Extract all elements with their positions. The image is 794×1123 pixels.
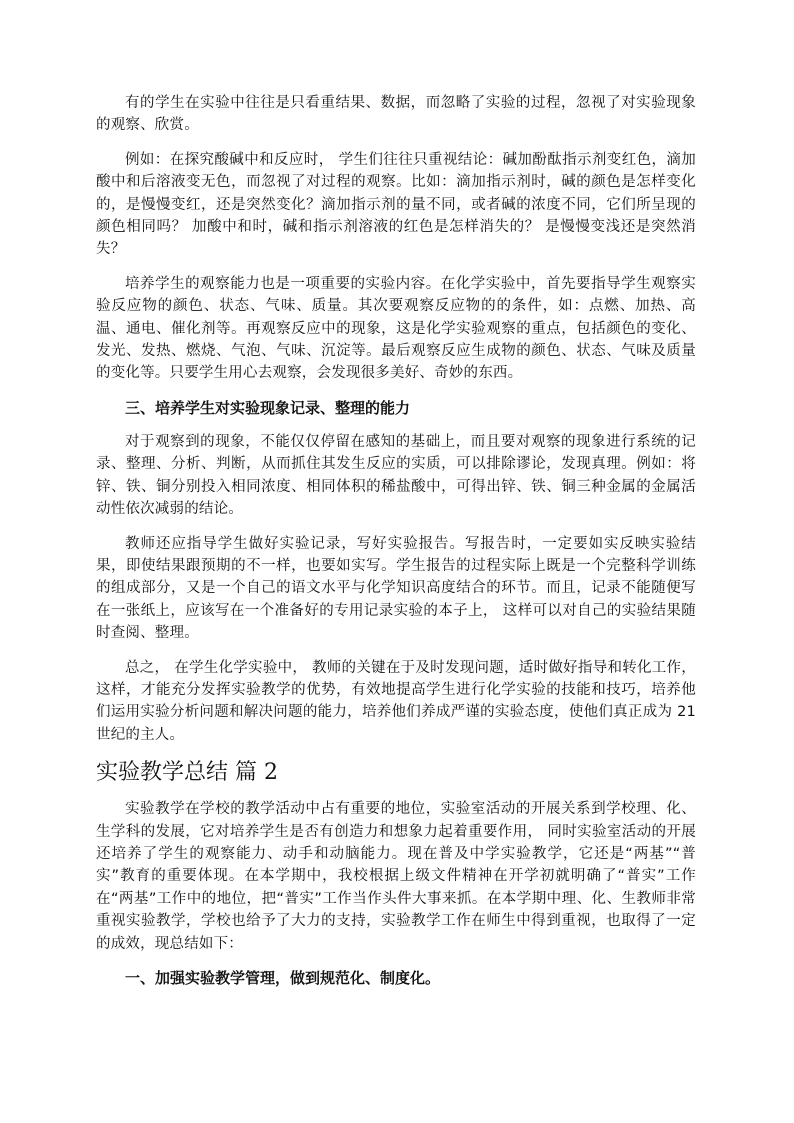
section-title: 实验教学总结 篇 2 [96, 760, 278, 786]
paragraph-experiment-report: 教师还应指导学生做好实验记录，写好实验报告。写报告时，一定要如实反映实验结果，即使结果跟预期的不一样，也要如实写。学生报告的过程实际上既是一个完整科学训练的组成部分，又是一个自己的语文水平与化学知识高度结合的环节。而且，记录不能随便写在一张纸上，应该写在一个准备好的专用记录实验的本子上， 这样可以对自己的实验结果随时查阅、整理。 [96, 535, 696, 642]
paragraph-systematic-recording: 对于观察到的现象，不能仅仅停留在感知的基础上，而且要对观察的现象进行系统的记录、整理、分析、判断，从而抓住其发生反应的实质，可以排除谬论，发现真理。例如：将锌、铁、铜分别投入相同浓度、相同体积的稀盐酸中，可得出锌、铁、铜三种金属的金属活动性依次减弱的结论。 [96, 433, 696, 518]
heading-record-ability: 三、培养学生对实验现象记录、整理的能力 [125, 398, 411, 417]
paragraph-observation-neglect: 有的学生在实验中往往是只看重结果、数据，而忽略了实验的过程，忽视了对实验现象的观察、欣赏。 [96, 95, 696, 134]
paragraph-conclusion: 总之， 在学生化学实验中， 教师的关键在于及时发现问题，适时做好指导和转化工作，这样，才能充分发挥实验教学的优势，有效地提高学生进行化学实验的技能和技巧，培养他们运用实验分析问题和解决问题的能力，培养他们养成严谨的实验态度，使他们真正成为 21 世纪的主人。 [96, 659, 696, 743]
heading-management: 一、加强实验教学管理，做到规范化、制度化。 [125, 969, 441, 987]
paragraph-acid-base-example: 例如：在探究酸碱中和反应时， 学生们往往只重视结论：碱加酚酞指示剂变红色，滴加酸中和后溶液变无色，而忽视了对过程的观察。比如：滴加指示剂时，碱的颜色是怎样变化的，是慢慢变红，还是突然变化？滴加指示剂的量不同，或者碱的浓度不同，它们所呈现的颜色相同吗？ 加酸中和时，碱和指示剂溶液的红色是怎样消失的？ 是慢慢变浅还是突然消失？ [96, 151, 696, 258]
paragraph-section-intro: 实验教学在学校的教学活动中占有重要的地位，实验室活动的开展关系到学校理、化、生学科的发展，它对培养学生是否有创造力和想象力起着重要作用， 同时实验室活动的开展还培养了学生的观察能力、动手和动脑能力。现在普及中学实验教学，它还是“两基”“普实”教育的重要体现。在本学期中，我校根据上级文件精神在开学初就明确了“普实”工作在“两基”工作中的地位，把“普实”工作当作头件大事来抓。在本学期中理、化、生教师非常重视实验教学，学校也给予了大力的支持，实验教学工作在师生中得到重视，也取得了一定的成效，现总结如下： [96, 801, 696, 952]
paragraph-observation-ability: 培养学生的观察能力也是一项重要的实验内容。在化学实验中，首先要指导学生观察实验反应物的颜色、状态、气味、质量。其次要观察反应物的的条件，如：点燃、加热、高温、通电、催化剂等。再观察反应中的现象，这是化学实验观察的重点，包括颜色的变化、发光、发热、燃烧、气泡、气味、沉淀等。最后观察反应生成物的颜色、状态、气味及质量的变化等。只要学生用心去观察，会发现很多美好、奇妙的东西。 [96, 275, 696, 382]
document-page [96, 92, 696, 1001]
